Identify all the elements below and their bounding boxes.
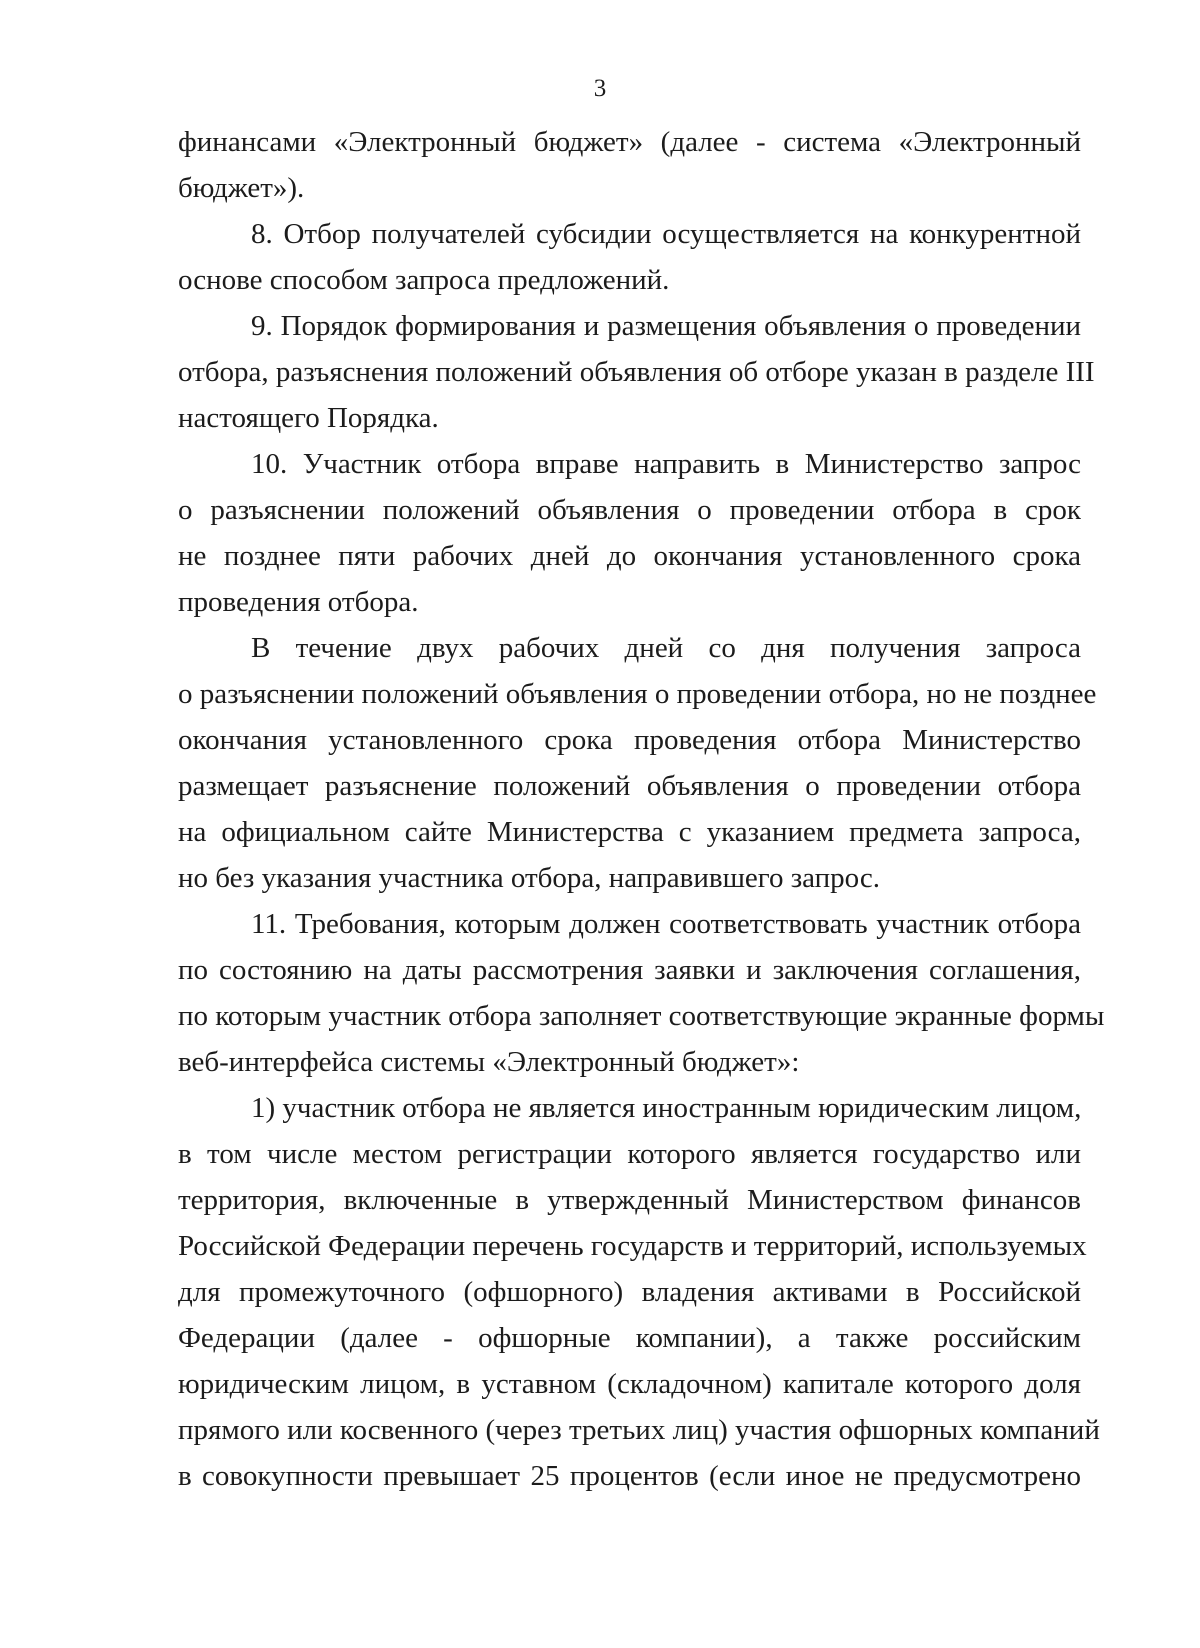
text-line: юридическим лицом, в уставном (складочном) капитале которого доля — [178, 1368, 1081, 1400]
text-line: для промежуточного (офшорного) владения активами в Российской — [178, 1276, 1081, 1308]
text-line: территория, включенные в утвержденный Министерством финансов — [178, 1184, 1081, 1216]
text-line: Российской Федерации перечень государств и территорий, используемых — [178, 1230, 1087, 1262]
text-line: В течение двух рабочих дней со дня получения запроса — [251, 632, 1081, 664]
text-line: на официальном сайте Министерства с указанием предмета запроса, — [178, 816, 1081, 848]
text-line: не позднее пяти рабочих дней до окончания установленного срока — [178, 540, 1081, 572]
text-line: 10. Участник отбора вправе направить в Министерство запрос — [251, 448, 1081, 480]
text-line: отбора, разъяснения положений объявления об отборе указан в разделе III — [178, 356, 1095, 388]
text-line: настоящего Порядка. — [178, 402, 439, 434]
text-line: по которым участник отбора заполняет соответствующие экранные формы — [178, 1000, 1105, 1032]
text-line: размещает разъяснение положений объявления о проведении отбора — [178, 770, 1081, 802]
page-number: 3 — [593, 75, 607, 102]
text-line: финансами «Электронный бюджет» (далее - система «Электронный — [178, 126, 1081, 158]
text-line: о разъяснении положений объявления о проведении отбора в срок — [178, 494, 1081, 526]
text-line: 9. Порядок формирования и размещения объявления о проведении — [251, 310, 1081, 342]
text-line: о разъяснении положений объявления о проведении отбора, но не позднее — [178, 678, 1097, 710]
text-line: веб-интерфейса системы «Электронный бюджет»: — [178, 1046, 800, 1078]
text-line: 8. Отбор получателей субсидии осуществляется на конкурентной — [251, 218, 1081, 250]
text-line: прямого или косвенного (через третьих лиц) участия офшорных компаний — [178, 1414, 1100, 1446]
text-line: основе способом запроса предложений. — [178, 264, 670, 296]
text-line: 11. Требования, которым должен соответствовать участник отбора — [251, 908, 1081, 940]
text-line: в том числе местом регистрации которого является государство или — [178, 1138, 1081, 1170]
text-line: но без указания участника отбора, направившего запрос. — [178, 862, 881, 894]
text-line: окончания установленного срока проведения отбора Министерство — [178, 724, 1081, 756]
text-line: бюджет»). — [178, 172, 305, 204]
text-line: проведения отбора. — [178, 586, 419, 618]
text-line: по состоянию на даты рассмотрения заявки и заключения соглашения, — [178, 954, 1081, 986]
text-line: 1) участник отбора не является иностранным юридическим лицом, — [251, 1092, 1082, 1124]
text-line: в совокупности превышает 25 процентов (если иное не предусмотрено — [178, 1460, 1081, 1492]
text-line: Федерации (далее - офшорные компании), а также российским — [178, 1322, 1081, 1354]
